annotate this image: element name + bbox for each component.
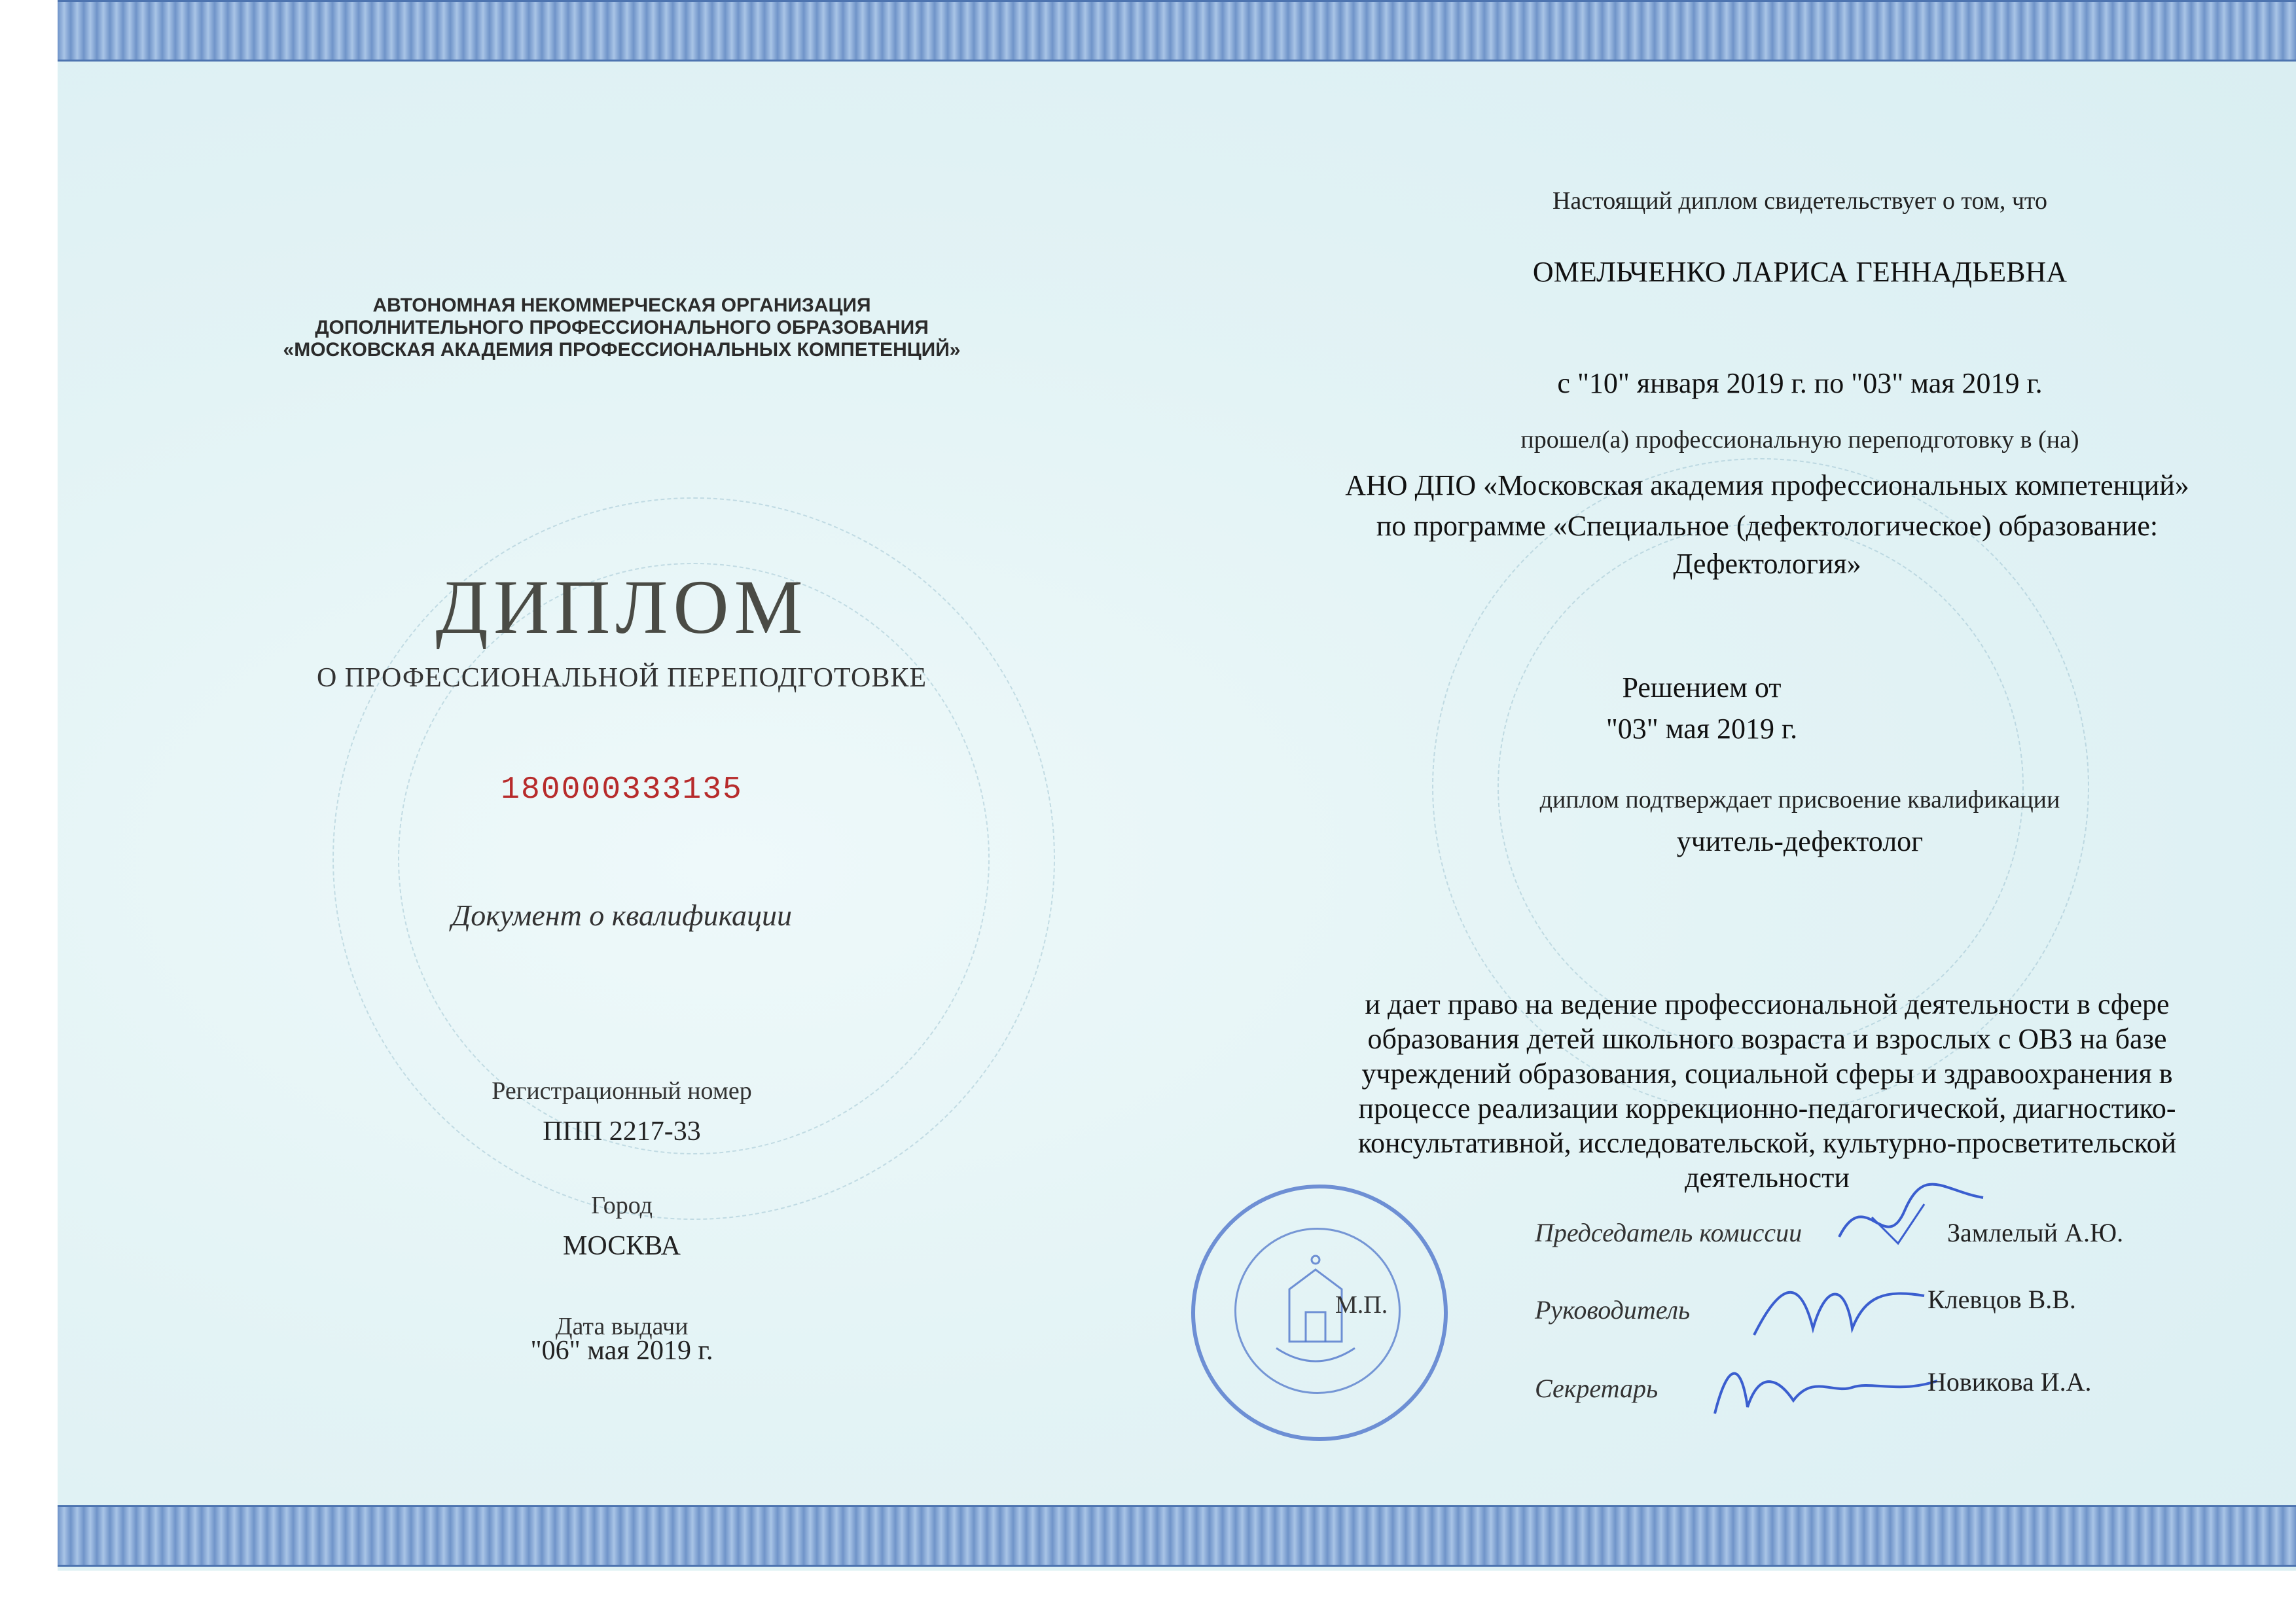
diploma-title: ДИПЛОМ xyxy=(435,564,808,650)
qualification-label: диплом подтверждает присвоение квалификации xyxy=(1539,786,2060,813)
rights-line: деятельности xyxy=(1685,1162,1850,1194)
reg-number-value: ППП 2217-33 xyxy=(543,1116,701,1147)
completed-text: прошел(а) профессиональную переподготовку в (на) xyxy=(1520,426,2079,454)
rights-line: образования детей школьного возраста и взрослых с ОВЗ на базе xyxy=(1367,1023,2167,1055)
document-type: Документ о квалификации xyxy=(451,899,793,932)
program-name xyxy=(1244,507,2291,583)
rights-text xyxy=(1244,987,2291,1195)
diploma-subtitle: О ПРОФЕССИОНАЛЬНОЙ ПЕРЕПОДГОТОВКЕ xyxy=(316,663,927,693)
rights-line: процессе реализации коррекционно-педагогической, диагностико- xyxy=(1358,1092,2176,1124)
serial-number: 180000333135 xyxy=(501,772,743,808)
rights-line: и дает право на ведение профессиональной деятельности в сфере xyxy=(1365,988,2170,1020)
city-value: МОСКВА xyxy=(563,1231,681,1261)
organization-line: ДОПОЛНИТЕЛЬНОГО ПРОФЕССИОНАЛЬНОГО ОБРАЗОВАНИЯ xyxy=(315,317,929,338)
qualification-value: учитель-дефектолог xyxy=(1676,825,1924,857)
signature-name-chairman: Замлелый А.Ю. xyxy=(1947,1218,2124,1247)
issue-date-value: "06" мая 2019 г. xyxy=(530,1336,713,1366)
reg-number-label: Регистрационный номер xyxy=(492,1077,752,1105)
organization-line: АВТОНОМНАЯ НЕКОММЕРЧЕСКАЯ ОРГАНИЗАЦИЯ xyxy=(372,294,871,316)
rights-line: консультативной, исследовательской, культурно-просветительской xyxy=(1357,1127,2177,1159)
organization-name xyxy=(196,294,1047,361)
signature-name-director: Клевцов В.В. xyxy=(1928,1285,2076,1314)
study-period: с "10" января 2019 г. по "03" мая 2019 г. xyxy=(1557,367,2043,399)
issue-date-label: Дата выдачи xyxy=(555,1313,689,1340)
stamp-emblem xyxy=(1191,1185,1440,1433)
holder-name: ОМЕЛЬЧЕНКО ЛАРИСА ГЕННАДЬЕВНА xyxy=(1532,256,2068,288)
signature-role-secretary: Секретарь xyxy=(1535,1374,1659,1403)
decision-date: "03" мая 2019 г. xyxy=(1605,713,1798,745)
bottom-ornament-band xyxy=(58,1505,2296,1567)
stamp-mark-label: М.П. xyxy=(1335,1291,1388,1319)
program-line: Дефектология» xyxy=(1673,548,1861,580)
city-label: Город xyxy=(591,1192,653,1219)
decision-label: Решением от xyxy=(1622,671,1782,704)
signature-role-chairman: Председатель комиссии xyxy=(1535,1218,1803,1247)
official-stamp xyxy=(1191,1185,1448,1441)
top-ornament-band xyxy=(58,0,2296,62)
signature-role-director: Руководитель xyxy=(1535,1295,1691,1325)
rights-line: учреждений образования, социальной сферы и здравоохранения в xyxy=(1361,1058,2173,1090)
signature-name-secretary: Новикова И.А. xyxy=(1928,1367,2092,1397)
signature-director-scribble xyxy=(1741,1270,1937,1348)
institution-name: АНО ДПО «Московская академия профессиональных компетенций» xyxy=(1345,469,2189,501)
intro-text: Настоящий диплом свидетельствует о том, что xyxy=(1552,187,2048,215)
organization-line: «МОСКОВСКАЯ АКАДЕМИЯ ПРОФЕССИОНАЛЬНЫХ КОМПЕТЕНЦИЙ» xyxy=(283,339,961,361)
program-line: по программе «Специальное (дефектологическое) образование: xyxy=(1376,510,2159,542)
signature-secretary-scribble xyxy=(1702,1342,1950,1427)
